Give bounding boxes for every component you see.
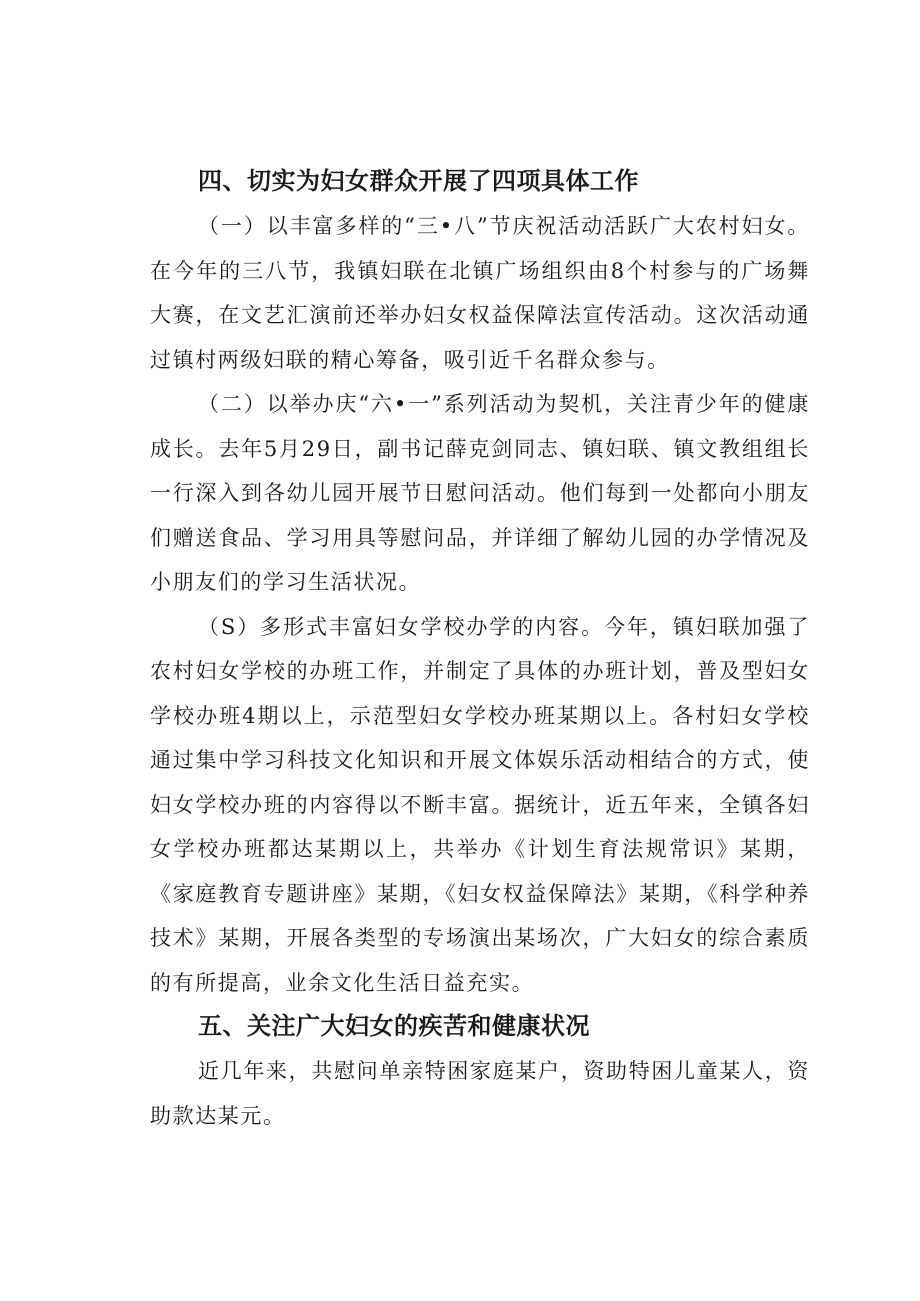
paragraph-4-2: （二）以举办庆“六•一”系列活动为契机，关注青少年的健康成长。去年5月29日，副书记薛克剑同志、镇妇联、镇文教组组长一行深入到各幼儿园开展节日慰问活动。他们每到一处都向小朋友们赠送食品、学习用具等慰问品，并详细了解幼儿园的办学情况及小朋友们的学习生活状况。	[150, 392, 810, 594]
paragraph-4-1: （一）以丰富多样的“三•八”节庆祝活动活跃广大农村妇女。在今年的三八节，我镇妇联在北镇广场组织由8个村参与的广场舞大赛，在文艺汇演前还举办妇女权益保障法宣传活动。这次活动通过镇村两级妇联的精心筹备，吸引近千名群众参与。	[150, 214, 810, 372]
document-body	[150, 160, 810, 1138]
paragraph-4-3: （S）多形式丰富妇女学校办学的内容。今年，镇妇联加强了农村妇女学校的办班工作，并制定了具体的办班计划，普及型妇女学校办班4期以上，示范型妇女学校办班某期以上。各村妇女学校通过集中学习科技文化知识和开展文体娱乐活动相结合的方式，使妇女学校办班的内容得以不断丰富。据统计，近五年来，全镇各妇女学校办班都达某期以上，共举办《计划生育法规常识》某期，《家庭教育专题讲座》某期，《妇女权益保障法》某期，《科学种养技术》某期，开展各类型的专场演出某场次，广大妇女的综合素质的有所提高，业余文化生活日益充实。	[150, 614, 810, 995]
paragraph-5-1: 近几年来，共慰问单亲特困家庭某户，资助特困儿童某人，资助款达某元。	[150, 1059, 810, 1128]
section-heading-5: 五、关注广大妇女的疾苦和健康状况	[198, 1012, 590, 1040]
section-heading-4: 四、切实为妇女群众开展了四项具体工作	[198, 167, 639, 195]
